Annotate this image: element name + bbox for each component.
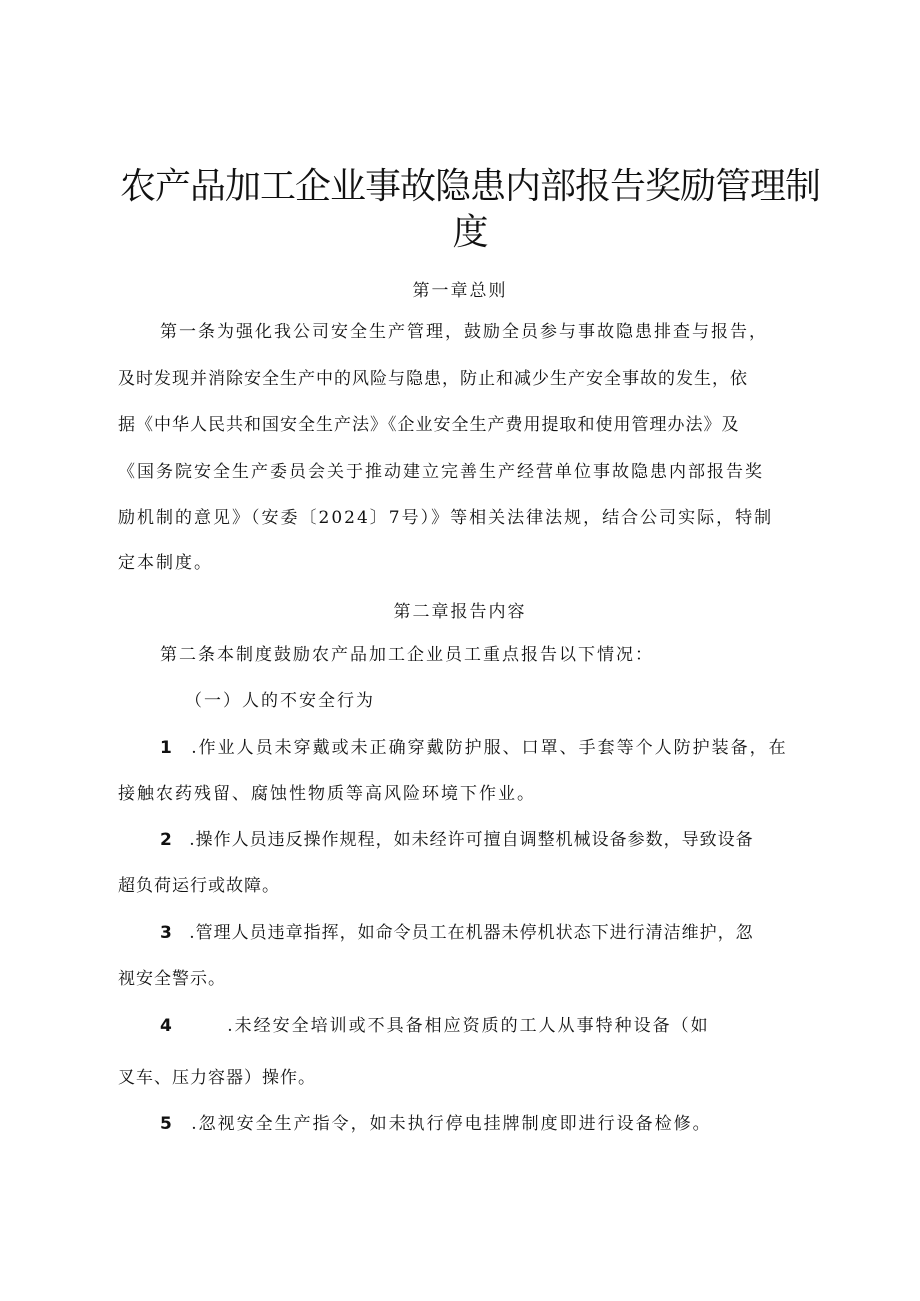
article-1-line: 据《中华人民共和国安全生产法》《企业安全生产费用提取和使用管理办法》及 — [118, 415, 740, 435]
list-item — [160, 1014, 710, 1038]
item-text: .管理人员违章指挥，如命令员工在机器未停机状态下进行清洁维护，忽 — [189, 923, 754, 943]
item-text: .忽视安全生产指令，如未执行停电挂牌制度即进行设备检修。 — [191, 1114, 712, 1134]
article-1-line: 及时发现并消除安全生产中的风险与隐患，防止和减少生产安全事故的发生，依 — [118, 369, 748, 389]
item-text-continued: 超负荷运行或故障。 — [118, 876, 280, 896]
item-text-continued: 叉车、压力容器）操作。 — [118, 1068, 316, 1088]
document-title-line-2: 度 — [452, 212, 488, 253]
item-number: 4 — [160, 1016, 174, 1036]
item-number: 2 — [160, 830, 173, 850]
chapter-1-heading: 第一章总则 — [412, 281, 508, 301]
list-item — [160, 828, 754, 852]
chapter-2-heading: 第二章报告内容 — [393, 602, 527, 622]
item-number: 5 — [160, 1114, 174, 1134]
item-text-continued: 接触农药残留、腐蚀性物质等高风险环境下作业。 — [118, 784, 536, 804]
item-text: .操作人员违反操作规程，如未经许可擅自调整机械设备参数，导致设备 — [189, 830, 754, 850]
item-text: .未经安全培训或不具备相应资质的工人从事特种设备（如 — [227, 1016, 710, 1036]
item-number: 3 — [160, 923, 173, 943]
article-1-line: 励机制的意见》（安委〔2024〕7号）》等相关法律法规，结合公司实际，特制 — [118, 508, 774, 528]
list-item — [160, 921, 754, 945]
document-title-line-1: 农产品加工企业事故隐患内部报告奖励管理制 — [120, 166, 821, 207]
item-number: 1 — [160, 738, 174, 758]
item-text-continued: 视安全警示。 — [118, 969, 226, 989]
article-1-line: 定本制度。 — [118, 553, 213, 573]
list-item — [160, 1112, 712, 1136]
list-item — [160, 736, 788, 760]
item-text: .作业人员未穿戴或未正确穿戴防护服、口罩、手套等个人防护装备，在 — [191, 738, 788, 758]
article-1-line: 《国务院安全生产委员会关于推动建立完善生产经营单位事故隐患内部报告奖 — [118, 462, 764, 482]
article-1-line: 第一条为强化我公司安全生产管理，鼓励全员参与事故隐患排查与报告， — [160, 322, 768, 342]
section-1-heading: （一）人的不安全行为 — [185, 691, 375, 711]
article-2-text: 第二条本制度鼓励农产品加工企业员工重点报告以下情况： — [160, 645, 654, 665]
